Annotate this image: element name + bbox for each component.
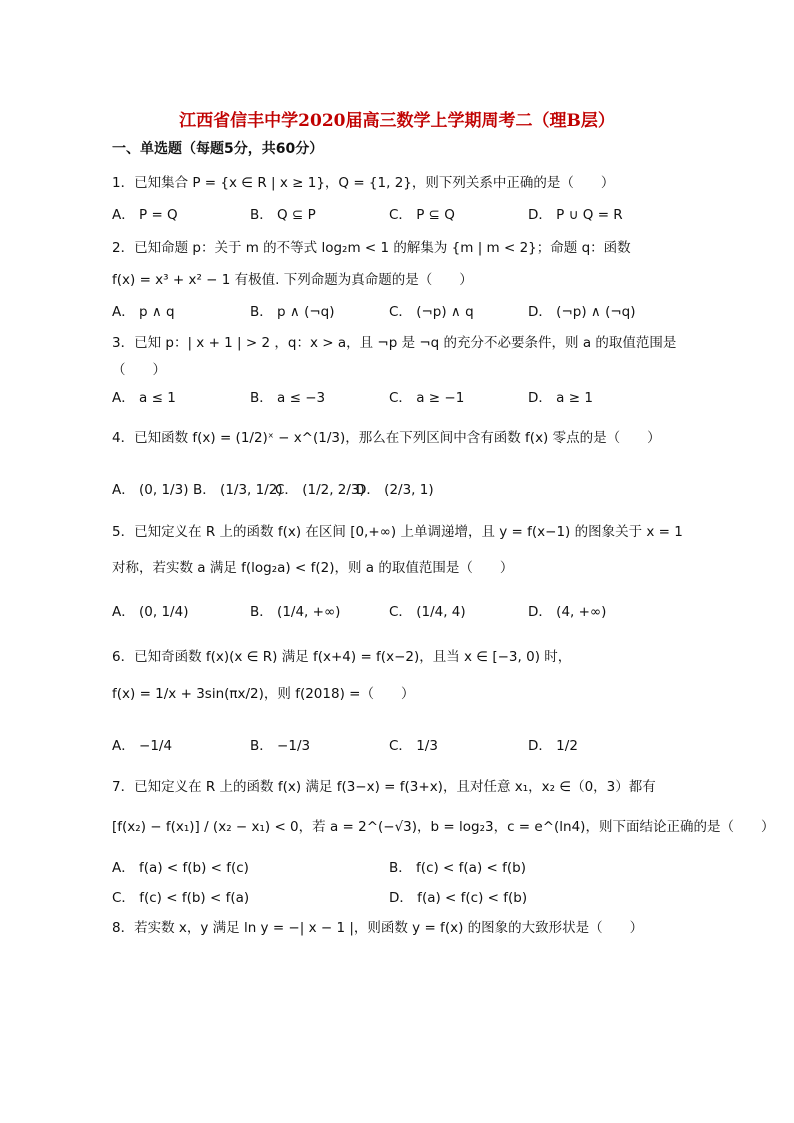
question-2-stem-line-1: 2．已知命题 p：关于 m 的不等式 log₂m < 1 的解集为 {m | m < 2}；命题 q：函数 [112, 240, 631, 256]
question-3-option-a: A． a ≤ 1 [112, 390, 176, 406]
question-6-option-c: C． 1/3 [389, 738, 438, 754]
question-6-option-a: A． −1/4 [112, 738, 173, 754]
question-8-stem: 8．若实数 x，y 满足 ln y = −| x − 1 |，则函数 y = f(x) 的图象的大致形状是（ ） [112, 920, 644, 936]
section-heading: 一、单选题（每题5分，共60分） [112, 141, 324, 157]
question-4-option-d: D． (2/3, 1) [356, 482, 434, 498]
question-5-option-c: C． (1/4, 4) [389, 604, 466, 620]
question-5-option-d: D． (4, +∞) [528, 604, 607, 620]
question-1-stem: 1．已知集合 P = {x ∈ R | x ≥ 1}，Q = {1, 2}，则下列关系中正确的是（ ） [112, 175, 615, 191]
question-3-stem-line-2: （ ） [112, 362, 166, 378]
question-5-option-a: A． (0, 1/4) [112, 604, 189, 620]
question-3-stem-line-1: 3．已知 p：| x + 1 | > 2 ，q：x > a，且 ¬p 是 ¬q 的充分不必要条件，则 a 的取值范围是 [112, 335, 677, 351]
question-4-option-a: A． (0, 1/3) [112, 482, 189, 498]
question-3-option-b: B． a ≤ −3 [250, 390, 326, 406]
question-2-option-a: A． p ∧ q [112, 304, 175, 320]
question-7-stem-line-2: [f(x₂) − f(x₁)] / (x₂ − x₁) < 0，若 a = 2^(−√3)，b = log₂3，c = e^(ln4)，则下面结论正确的是（ ） [112, 819, 775, 835]
question-3-option-c: C． a ≥ −1 [389, 390, 465, 406]
question-2-option-c: C． (¬p) ∧ q [389, 304, 474, 320]
question-2-option-d: D． (¬p) ∧ (¬q) [528, 304, 636, 320]
question-6-stem-line-1: 6．已知奇函数 f(x)(x ∈ R) 满足 f(x+4) = f(x−2)，且当 x ∈ [−3, 0) 时， [112, 649, 572, 665]
question-7-stem-line-1: 7．已知定义在 R 上的函数 f(x) 满足 f(3−x) = f(3+x)，且对任意 x₁，x₂ ∈（0，3）都有 [112, 779, 656, 795]
question-6-option-b: B． −1/3 [250, 738, 311, 754]
question-4-stem: 4．已知函数 f(x) = (1/2)ˣ − x^(1/3)，那么在下列区间中含有函数 f(x) 零点的是（ ） [112, 430, 661, 446]
question-1-option-d: D． P ∪ Q = R [528, 207, 623, 223]
question-4-option-b: B． (1/3, 1/2) [193, 482, 283, 498]
question-7-option-d: D． f(a) < f(c) < f(b) [389, 890, 528, 906]
question-2-option-b: B． p ∧ (¬q) [250, 304, 335, 320]
question-7-option-b: B． f(c) < f(a) < f(b) [389, 860, 526, 876]
question-5-option-b: B． (1/4, +∞) [250, 604, 341, 620]
question-3-option-d: D． a ≥ 1 [528, 390, 593, 406]
question-5-stem-line-2: 对称，若实数 a 满足 f(log₂a) < f(2)，则 a 的取值范围是（ ） [112, 560, 514, 576]
question-5-stem-line-1: 5．已知定义在 R 上的函数 f(x) 在区间 [0,+∞) 上单调递增，且 y = f(x−1) 的图象关于 x = 1 [112, 524, 683, 540]
question-6-stem-line-2: f(x) = 1/x + 3sin(πx/2)，则 f(2018) =（ ） [112, 686, 415, 702]
page-title: 江西省信丰中学2020届高三数学上学期周考二（理B层） [179, 111, 615, 131]
question-6-option-d: D． 1/2 [528, 738, 578, 754]
question-1-option-a: A． P = Q [112, 207, 178, 223]
question-4-option-c: C． (1/2, 2/3) [275, 482, 365, 498]
question-1-option-c: C． P ⊆ Q [389, 207, 455, 223]
question-7-option-a: A． f(a) < f(b) < f(c) [112, 860, 249, 876]
question-7-option-c: C． f(c) < f(b) < f(a) [112, 890, 250, 906]
question-2-stem-line-2: f(x) = x³ + x² − 1 有极值. 下列命题为真命题的是（ ） [112, 272, 473, 288]
question-1-option-b: B． Q ⊆ P [250, 207, 316, 223]
